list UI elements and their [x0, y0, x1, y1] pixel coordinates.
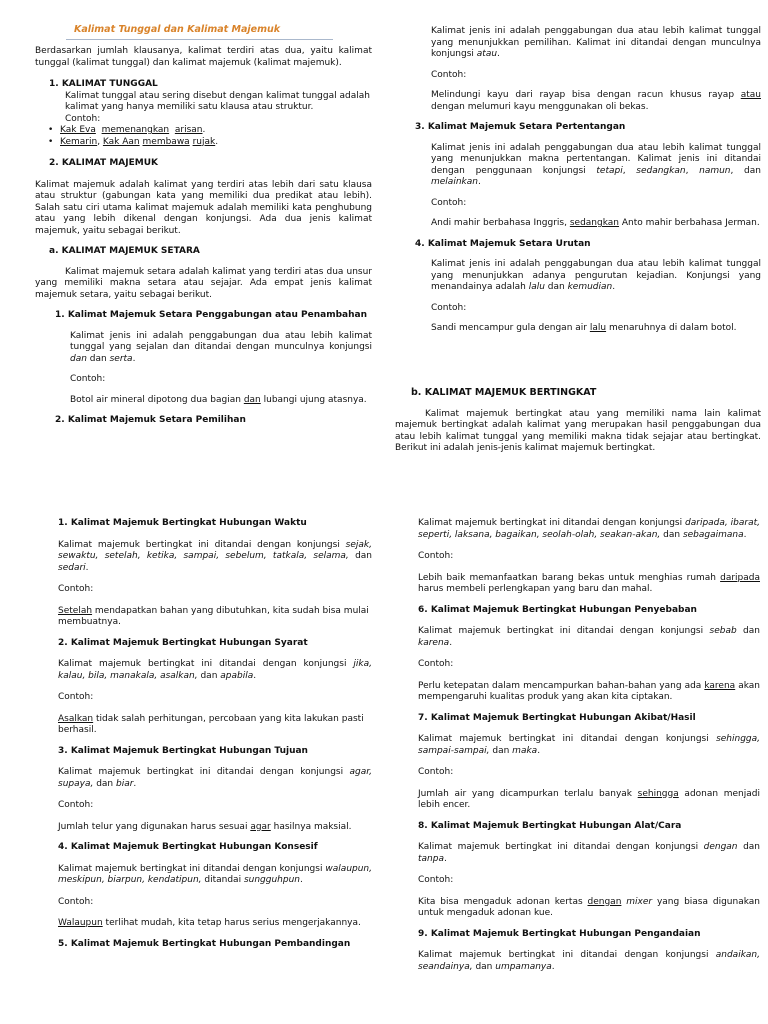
bertingkat-syarat-text: Kalimat majemuk bertingkat ini ditandai dengan konjungsi jika, kalau, bila, manakala, asalkan, dan apabila. — [58, 659, 372, 681]
heading-bertingkat-syarat: 2. Kalimat Majemuk Bertingkat Hubungan Syarat — [58, 637, 308, 648]
page2-left-column — [58, 518, 372, 950]
page1-right-column — [395, 26, 761, 335]
page1-right-bertingkat — [395, 387, 761, 455]
bertingkat-pengandaian-text: Kalimat majemuk bertingkat ini ditandai dengan konjungsi andaikan, seandainya, dan umpamanya. — [418, 950, 760, 972]
list-item: • Kemarin, Kak Aan membawa rujak. — [46, 137, 372, 149]
heading-kalimat-tunggal: 1. KALIMAT TUNGGAL — [49, 79, 158, 89]
setara-pemilihan-text: Kalimat jenis ini adalah penggabungan dua atau lebih kalimat tunggal yang menunjukkan pemilihan. Kalimat ini ditandai dengan munculnya konjungsi atau. — [431, 26, 761, 59]
page2-right-column — [418, 518, 760, 973]
kalimat-tunggal-text: Kalimat tunggal atau sering disebut dengan kalimat tunggal adalah kalimat yang hanya memiliki satu klausa atau struktur. — [65, 90, 370, 112]
heading-majemuk-bertingkat: b. KALIMAT MAJEMUK BERTINGKAT — [411, 387, 597, 398]
bertingkat-konsesif-text: Kalimat majemuk bertingkat ini ditandai dengan konjungsi walaupun, meskipun, biarpun, kendatipun, ditandai sungguhpun. — [58, 863, 372, 885]
heading-kalimat-majemuk: 2. KALIMAT MAJEMUK — [49, 158, 158, 168]
bertingkat-akibat-text: Kalimat majemuk bertingkat ini ditandai dengan konjungsi sehingga, sampai-sampai, dan maka. — [418, 734, 760, 756]
heading-bertingkat-waktu: 1. Kalimat Majemuk Bertingkat Hubungan Waktu — [58, 518, 307, 528]
heading-setara-penggabungan: 1. Kalimat Majemuk Setara Penggabungan atau Penambahan — [55, 310, 367, 320]
bertingkat-waktu-text: Kalimat majemuk bertingkat ini ditandai dengan konjungsi sejak, sewaktu, setelah, ketika, sampai, sebelum, tatkala, selama, dan sedari. — [58, 539, 372, 573]
kalimat-majemuk-text: Kalimat majemuk adalah kalimat yang terdiri atas lebih dari satu klausa atau struktur (gabungan kata yang memiliki dua predikat atau lebih). Salah satu ciri utama kalimat majemuk adalah memiliki kata penghubung atau yang lebih dikenal dengan konjungsi. Ada dua jenis kalimat majemuk, yaitu sebagai berikut. — [35, 179, 372, 236]
example-sentence: Setelah mendapatkan bahan yang dibutuhkan, kita sudah bisa mulai membuatnya. — [58, 605, 369, 627]
bertingkat-alat-cara-text: Kalimat majemuk bertingkat ini ditandai dengan konjungsi dengan dan tanpa. — [418, 842, 760, 864]
contoh-label: Contoh: — [58, 896, 94, 907]
contoh-label: Contoh: — [418, 551, 454, 561]
example-sentence: Kita bisa mengaduk adonan kertas dengan mixer yang biasa digunakan untuk mengaduk adonan kue. — [418, 896, 760, 918]
heading-bertingkat-alat-cara: 8. Kalimat Majemuk Bertingkat Hubungan Alat/Cara — [418, 820, 682, 831]
example-list — [35, 125, 372, 148]
contoh-label: Contoh: — [431, 197, 467, 208]
example-sentence: Melindungi kayu dari rayap bisa dengan racun khusus rayap atau dengan melumuri kayu menggunakan oli bekas. — [431, 90, 761, 112]
heading-bertingkat-akibat: 7. Kalimat Majemuk Bertingkat Hubungan Akibat/Hasil — [418, 712, 696, 723]
contoh-label: Contoh: — [58, 584, 94, 594]
title-underline — [66, 39, 333, 40]
majemuk-setara-text: Kalimat majemuk setara adalah kalimat yang terdiri atas dua unsur yang memiliki makna setara atau sejajar. Ada empat jenis kalimat majemuk setara, yaitu sebagai berikut. — [35, 266, 372, 300]
example-sentence: Lebih baik memanfaatkan barang bekas untuk menghias rumah daripada harus membeli perlengkapan yang baru dan mahal. — [418, 572, 760, 594]
example-sentence: Asalkan tidak salah perhitungan, percobaan yang kita lakukan pasti berhasil. — [58, 713, 364, 735]
heading-majemuk-setara: a. KALIMAT MAJEMUK SETARA — [49, 246, 200, 256]
majemuk-bertingkat-text: Kalimat majemuk bertingkat atau yang memiliki nama lain kalimat majemuk bertingkat adalah kalimat yang merupakan hasil penggabungan dua atau lebih kalimat tunggal yang memiliki makna tidak sejajar atau bertingkat. Berikut ini adalah jenis-jenis kalimat majemuk bertingkat. — [395, 408, 761, 453]
contoh-label: Contoh: — [58, 800, 94, 810]
setara-urutan-text: Kalimat jenis ini adalah penggabungan dua atau lebih kalimat tunggal yang menunjukkan adanya pengurutan kejadian. Konjungsi yang menandainya adalah lalu dan kemudian. — [431, 259, 761, 292]
contoh-label: Contoh: — [418, 767, 454, 777]
heading-bertingkat-pengandaian: 9. Kalimat Majemuk Bertingkat Hubungan Pengandaian — [418, 928, 701, 939]
page1-left-column — [35, 24, 372, 36]
heading-bertingkat-tujuan: 3. Kalimat Majemuk Bertingkat Hubungan Tujuan — [58, 745, 308, 756]
contoh-label: Contoh: — [418, 875, 454, 885]
contoh-label: Contoh: — [431, 69, 467, 80]
example-sentence: Walaupun terlihat mudah, kita tetap harus serius mengerjakannya. — [58, 918, 361, 928]
bertingkat-pembandingan-text: Kalimat majemuk bertingkat ini ditandai dengan konjungsi daripada, ibarat, seperti, laksana, bagaikan, seolah-olah, seakan-akan, dan sebagaimana. — [418, 518, 760, 540]
example-sentence: Andi mahir berbahasa Inggris, sedangkan Anto mahir berbahasa Jerman. — [431, 218, 760, 228]
contoh-label: Contoh: — [65, 113, 101, 124]
heading-bertingkat-pembandingan: 5. Kalimat Majemuk Bertingkat Hubungan Pembandingan — [58, 938, 351, 949]
heading-setara-pertentangan: 3. Kalimat Majemuk Setara Pertentangan — [415, 122, 626, 132]
heading-setara-urutan: 4. Kalimat Majemuk Setara Urutan — [415, 238, 591, 249]
heading-bertingkat-konsesif: 4. Kalimat Majemuk Bertingkat Hubungan Konsesif — [58, 842, 318, 852]
page1-left-body — [35, 46, 372, 427]
heading-bertingkat-penyebaban: 6. Kalimat Majemuk Bertingkat Hubungan Penyebaban — [418, 604, 697, 615]
setara-pertentangan-text: Kalimat jenis ini adalah penggabungan dua atau lebih kalimat tunggal yang menunjukkan makna pertentangan. Kalimat jenis ini ditandai dengan penggunaan konjungsi tetapi, sedangkan, namun, dan melainkan. — [431, 142, 761, 187]
list-item: • Kak Eva memenangkan arisan. — [46, 125, 372, 137]
doc-title: Kalimat Tunggal dan Kalimat Majemuk — [74, 24, 281, 35]
setara-penggabungan-text: Kalimat jenis ini adalah penggabungan dua atau lebih kalimat tunggal yang sejalan dan ditandai dengan munculnya konjungsi dan dan serta. — [70, 330, 372, 364]
example-sentence: Jumlah telur yang digunakan harus sesuai agar hasilnya maksial. — [58, 821, 352, 832]
bertingkat-tujuan-text: Kalimat majemuk bertingkat ini ditandai dengan konjungsi agar, supaya, dan biar. — [58, 767, 372, 789]
intro-paragraph: Berdasarkan jumlah klausanya, kalimat terdiri atas dua, yaitu kalimat tunggal (kalimat tunggal) dan kalimat majemuk (kalimat majemuk). — [35, 46, 372, 68]
contoh-label: Contoh: — [431, 302, 467, 313]
example-sentence: Sandi mencampur gula dengan air lalu menaruhnya di dalam botol. — [431, 323, 737, 333]
bertingkat-penyebaban-text: Kalimat majemuk bertingkat ini ditandai dengan konjungsi sebab dan karena. — [418, 626, 760, 648]
example-sentence: Jumlah air yang dicampurkan terlalu banyak sehingga adonan menjadi lebih encer. — [418, 788, 760, 810]
contoh-label: Contoh: — [70, 374, 106, 384]
example-sentence: Botol air mineral dipotong dua bagian dan lubangi ujung atasnya. — [70, 394, 367, 405]
heading-setara-pemilihan: 2. Kalimat Majemuk Setara Pemilihan — [55, 415, 246, 425]
contoh-label: Contoh: — [418, 659, 454, 669]
example-sentence: Perlu ketepatan dalam mencampurkan bahan-bahan yang ada karena akan mempengaruhi kualitas produk yang akan kita ciptakan. — [418, 680, 760, 702]
contoh-label: Contoh: — [58, 692, 94, 702]
